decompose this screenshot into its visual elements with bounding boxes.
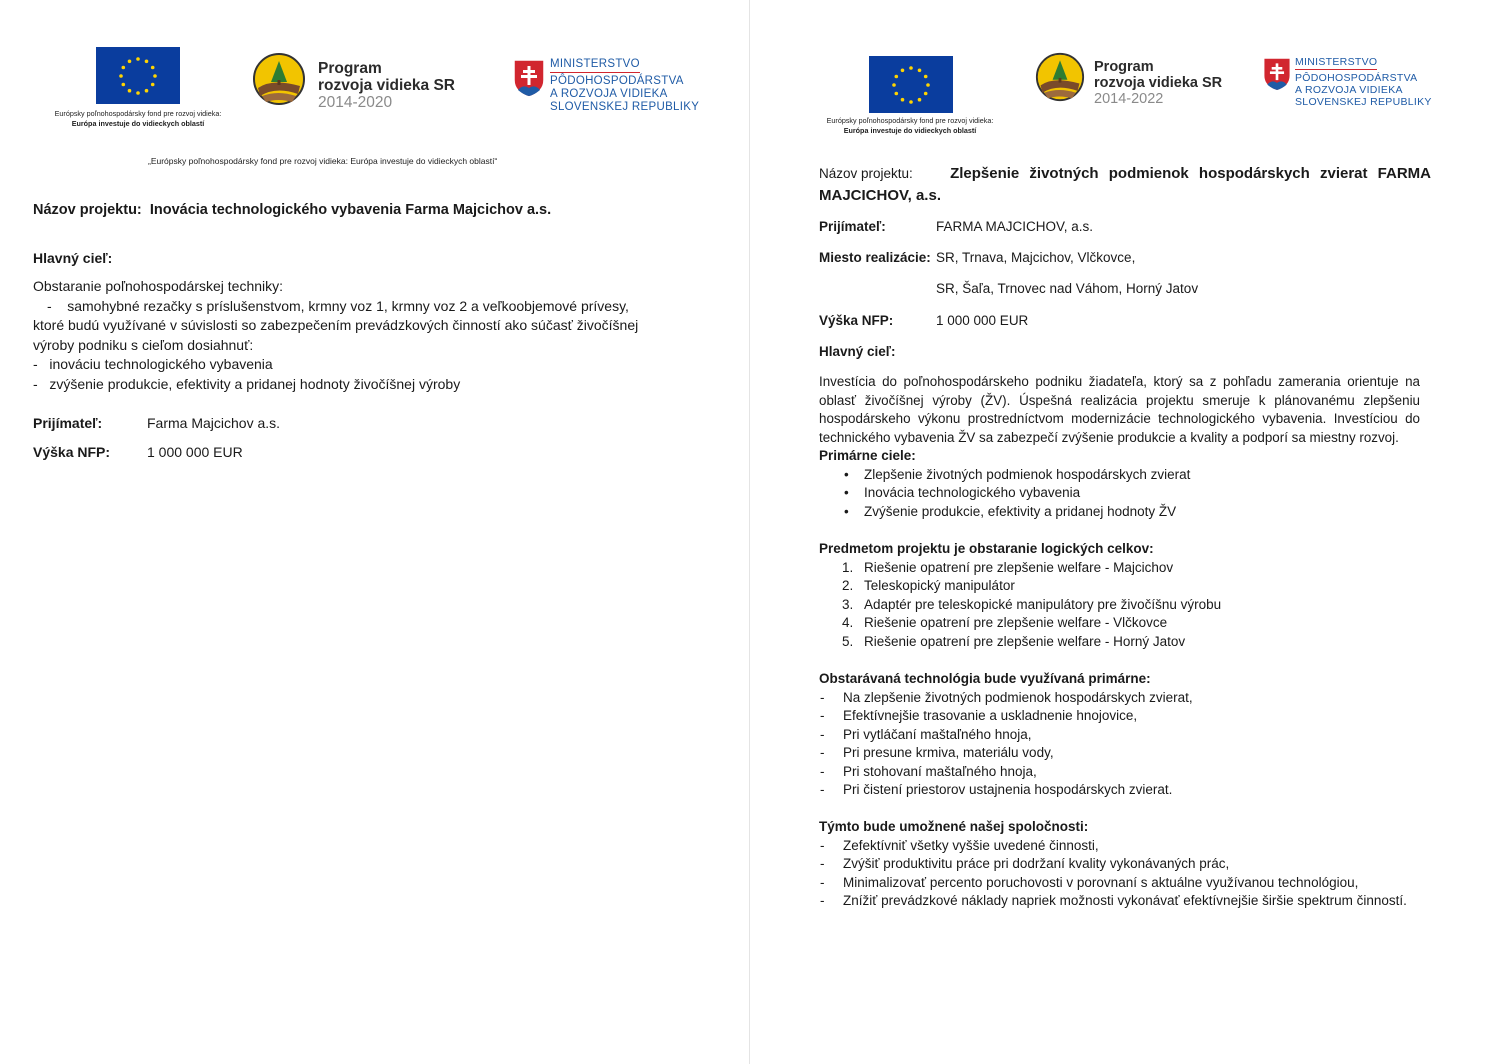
list-number: 2.: [842, 578, 854, 593]
goal-intro: Obstaranie poľnohospodárskej techniky:: [33, 278, 284, 294]
primary-goal-item: • Inovácia technologického vybavenia: [819, 484, 1459, 503]
usage-item: - Efektívnejšie trasovanie a uskladnenie hnojovice,: [819, 707, 1459, 726]
list-text: Riešenie opatrení pre zlepšenie welfare - Majcichov: [864, 559, 1174, 575]
usage-label: Obstarávaná technológia bude využívaná primárne:: [819, 671, 1151, 686]
nfp-label: Výška NFP:: [819, 313, 894, 328]
nfp-value: 1 000 000 EUR: [936, 313, 1029, 328]
primary-goal-item: • Zlepšenie životných podmienok hospodárskych zvierat: [819, 466, 1459, 485]
usage-item: - Pri vytláčaní maštaľného hnoja,: [819, 726, 1459, 745]
list-text: Teleskopický manipulátor: [864, 578, 1015, 593]
list-number: 4.: [842, 615, 854, 630]
program-text: Program rozvoja vidieka SR 2014-2020: [318, 60, 455, 111]
fund-quote: „Európsky poľnohospodársky fond pre rozvoj vidieka: Európa investuje do vidieckych oblastí“: [148, 156, 498, 166]
subject-item: [819, 614, 1459, 633]
place-label: Miesto realizácie:: [819, 250, 931, 265]
eu-caption: Európsky poľnohospodársky fond pre rozvoj vidieka: Európa investuje do vidieckych oblastí: [54, 109, 222, 128]
recipient-row: [33, 414, 102, 433]
usage-item: - Pri stohovaní maštaľného hnoja,: [819, 763, 1459, 782]
place-value: SR, Trnava, Majcichov, Vlčkovce,: [936, 250, 1136, 265]
program-badge-icon: [252, 52, 304, 104]
primary-goals-list: [819, 466, 1459, 522]
subject-item: [819, 559, 1459, 578]
slovak-coat-of-arms-icon: [512, 58, 546, 98]
place-value: SR, Šaľa, Trnovec nad Váhom, Horný Jatov: [936, 281, 1199, 296]
slovak-coat-of-arms-icon: [1262, 56, 1296, 96]
project-title: [819, 163, 1431, 207]
usage-item: - Na zlepšenie životných podmienok hospodárskych zvierat,: [819, 689, 1459, 708]
list-number: 5.: [842, 633, 854, 649]
program-badge-icon: [1035, 52, 1087, 104]
recipient-label: Prijímateľ:: [819, 219, 886, 234]
list-text: Adaptér pre teleskopické manipulátory pre živočíšnu výrobu: [864, 596, 1222, 612]
eu-flag-logo: [869, 56, 953, 113]
goal-label: Hlavný cieľ:: [33, 250, 113, 266]
goal-item-line: ktoré budú využívané v súvislosti so zabezpečením prevádzkových činností ako súčasť živočíšnej: [33, 317, 639, 333]
project-name: Zlepšenie životných podmienok hospodárskych zvierat FARMA: [950, 165, 1431, 182]
subject-item: [819, 596, 1459, 615]
ministry-text: MINISTERSTVO PÔDOHOSPODÁRSTVA A ROZVOJA VIDIEKA SLOVENSKEJ REPUBLIKY: [1295, 56, 1432, 108]
program-text: Program rozvoja vidieka SR 2014-2022: [1094, 59, 1223, 107]
goal-paragraph: Investícia do poľnohospodárskeho podniku žiadateľa, ktorý sa z pohľadu zamerania orientuje na oblasť živočíšnej výroby (ŽV). Úspešná realizácia projektu smeruje k plánovanému zlepšeniu hospodárskeho výkonu prostredníctvom modernizácie technologického vybavenia. Investíciou do technického vybavenia ŽV sa zabezpečí zvýšenie produkcie a kvality a podporí sa miestny rozvoj.: [819, 374, 1420, 445]
enable-item: - Zefektívniť všetky vyššie uvedené činnosti,: [819, 837, 1479, 856]
recipient-value: FARMA MAJCICHOV, a.s.: [936, 219, 1094, 234]
goal-sub-item: - zvýšenie produkcie, efektivity a pridanej hodnoty živočíšnej výroby: [33, 375, 461, 392]
goal-item-line: - samohybné rezačky s príslušenstvom, krmny voz 1, krmny voz 2 a veľkoobjemové prívesy,: [47, 297, 629, 314]
list-text: Riešenie opatrení pre zlepšenie welfare - Horný Jatov: [864, 633, 1186, 649]
project-label: Názov projektu:: [33, 202, 142, 218]
left-page: [0, 0, 749, 1064]
usage-item: - Pri presune krmiva, materiálu vody,: [819, 744, 1459, 763]
nfp-value: 1 000 000 EUR: [147, 444, 243, 460]
subject-item: [819, 633, 1459, 652]
list-number: 1.: [842, 559, 854, 575]
primary-goals-label: Primárne ciele:: [819, 448, 916, 463]
primary-goals-section: [819, 447, 1459, 521]
ministry-text: MINISTERSTVO PÔDOHOSPODÁRSTVA A ROZVOJA VIDIEKA SLOVENSKEJ REPUBLIKY: [550, 58, 700, 113]
enable-item: - Znížiť prevádzkové náklady napriek možnosti vykonávať efektívnejšie širšie spektrum činností.: [819, 892, 1479, 911]
nfp-label: Výška NFP:: [33, 444, 111, 460]
subject-item: [819, 577, 1459, 596]
goal-label: Hlavný cieľ:: [819, 344, 896, 359]
goal-content: [33, 277, 673, 394]
usage-section: [819, 670, 1459, 800]
enable-label: Týmto bude umožnené našej spoločnosti:: [819, 819, 1089, 834]
subject-list: [819, 559, 1459, 652]
usage-item: - Pri čistení priestorov ustajnenia hospodárskych zvierat.: [819, 781, 1459, 800]
enable-section: [819, 818, 1479, 911]
usage-list: [819, 689, 1459, 800]
right-page: [750, 0, 1500, 1064]
subject-label: Predmetom projektu je obstaranie logických celkov:: [819, 541, 1154, 556]
recipient-value: Farma Majcichov a.s.: [147, 415, 281, 431]
primary-goal-item: • Zvýšenie produkcie, efektivity a pridanej hodnoty ŽV: [819, 503, 1459, 522]
project-name: Inovácia technologického vybavenia Farma Majcichov a.s.: [149, 202, 552, 218]
recipient-label: Prijímateľ:: [33, 415, 103, 431]
goal-item-line: výroby podniku s cieľom dosiahnuť:: [33, 336, 254, 353]
project-title: [33, 201, 551, 220]
enable-item: - Minimalizovať percento poruchovosti v porovnaní s aktuálne využívanou technológiou,: [819, 874, 1479, 893]
project-label: Názov projektu:: [819, 166, 913, 181]
eu-flag-logo: [96, 47, 180, 104]
goal-sub-item: - inováciu technologického vybavenia: [33, 356, 273, 372]
list-text: Riešenie opatrení pre zlepšenie welfare - Vlčkovce: [864, 615, 1168, 630]
enable-item: - Zvýšiť produktivitu práce pri dodržaní kvality vykonávaných prác,: [819, 855, 1479, 874]
list-number: 3.: [842, 596, 854, 612]
project-name-cont: MAJCICHOV, a.s.: [819, 187, 941, 204]
subject-section: [819, 540, 1459, 651]
enable-list: [819, 837, 1479, 911]
eu-caption: Európsky poľnohospodársky fond pre rozvoj vidieka: Európa investuje do vidieckych oblastí: [826, 116, 994, 135]
